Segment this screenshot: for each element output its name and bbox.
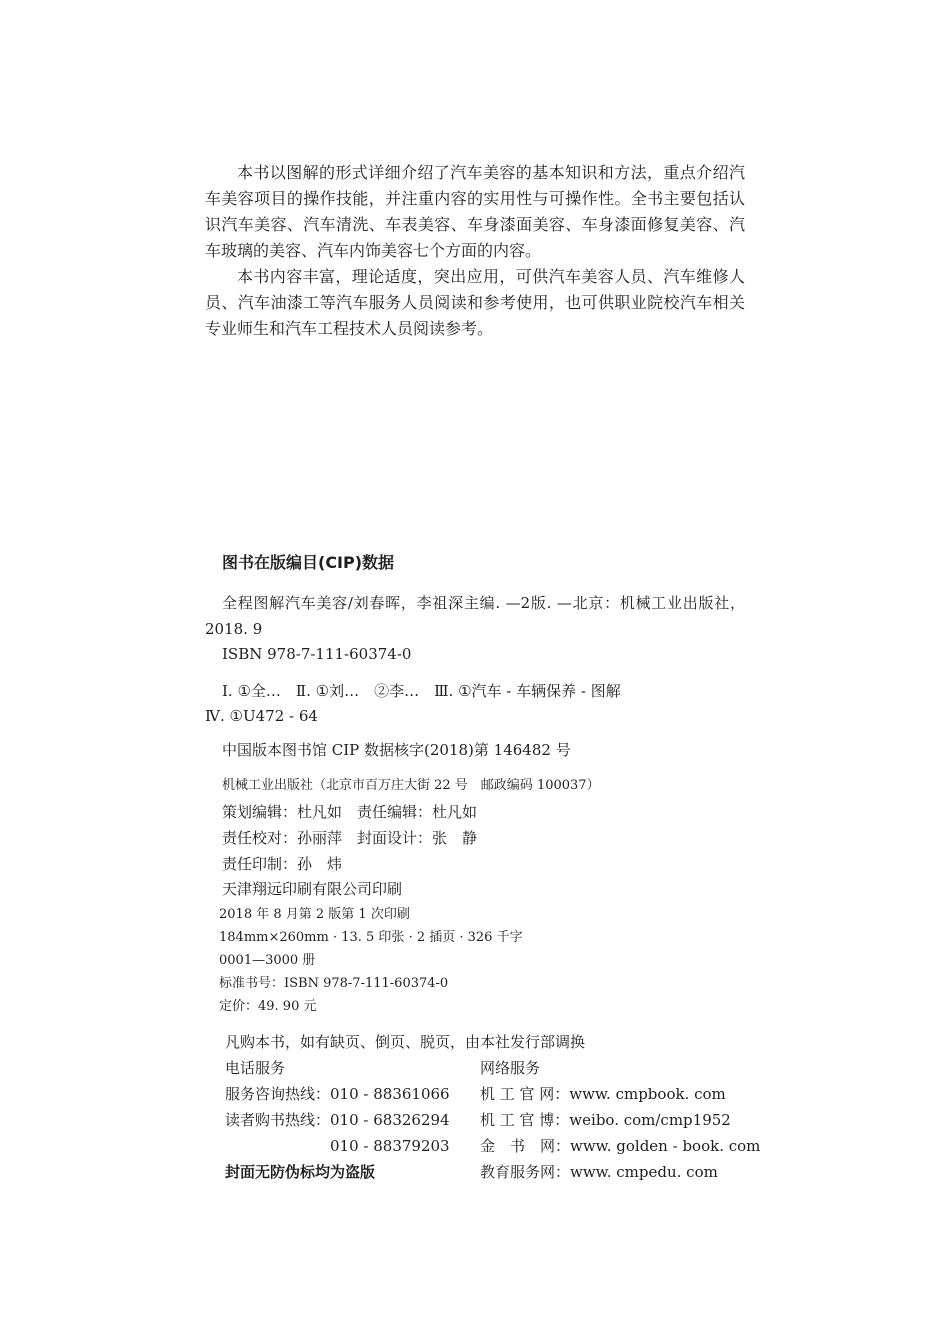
intro-paragraph: 本书内容丰富，理论适度，突出应用，可供汽车美容人员、汽车维修人员、汽车油漆工等汽车服务人员阅读和参考使用，也可供职业院校汽车相关专业师生和汽车工程技术人员阅读参考。 [205,267,745,338]
cip-title: 图书在版编目(CIP)数据 [222,553,395,572]
web-line: 教育服务网：www. cmpedu. com [480,1163,718,1181]
phone-line: 010 - 88379203 [225,1137,450,1155]
planning-editor: 策划编辑：杜凡如 责任编辑：杜凡如 [222,803,478,821]
cip-subjects-line2: Ⅳ. ①U472 - 64 [205,707,318,725]
publisher-address: 机械工业出版社（北京市百万庄大街 22 号 邮政编码 100037） [222,778,600,793]
cip-entry: 全程图解汽车美容/刘春晖，李祖深主编. —2版. —北京：机械工业出版社，2018. 9 [205,594,745,638]
cip-core-number: 中国版本图书馆 CIP 数据核字(2018)第 146482 号 [222,741,571,759]
print-run: 0001—3000 册 [219,953,316,968]
price: 定价：49. 90 元 [219,999,317,1014]
web-line: 机 工 官 网：www. cmpbook. com [480,1085,726,1103]
book-introduction [205,160,745,342]
web-line: 机 工 官 博：weibo. com/cmp1952 [480,1111,731,1129]
phone-service-header: 电话服务 [225,1059,286,1077]
edition-info: 2018 年 8 月第 2 版第 1 次印刷 [219,907,410,922]
phone-line: 服务咨询热线：010 - 88361066 [225,1085,450,1103]
standard-number: 标准书号：ISBN 978-7-111-60374-0 [219,976,449,991]
printer: 天津翔远印刷有限公司印刷 [222,880,403,898]
cip-isbn: ISBN 978-7-111-60374-0 [222,645,412,663]
web-service-column [480,1055,760,1185]
cip-subjects-line1: Ⅰ. ①全… Ⅱ. ①刘… ②李… Ⅲ. ①汽车 - 车辆保养 - 图解 [222,682,621,700]
format-info: 184mm×260mm · 13. 5 印张 · 2 插页 · 326 千字 [219,930,523,945]
replacement-notice: 凡购本书，如有缺页、倒页、脱页，由本社发行部调换 [225,1033,586,1051]
web-line: 金 书 网：www. golden - book. com [480,1137,761,1155]
web-service-header: 网络服务 [480,1059,541,1077]
intro-paragraph: 本书以图解的形式详细介绍了汽车美容的基本知识和方法，重点介绍汽车美容项目的操作技能，并注重内容的实用性与可操作性。全书主要包括认识汽车美容、汽车清洗、车表美容、车身漆面美容、车身漆面修复美容、汽车玻璃的美容、汽车内饰美容七个方面的内容。 [205,163,745,260]
anti-counterfeit-notice: 封面无防伪标均为盗版 [225,1163,376,1181]
phone-service-column [225,1055,450,1185]
proofreader: 责任校对：孙丽萍 封面设计：张 静 [222,829,478,847]
phone-line: 读者购书热线：010 - 68326294 [225,1111,450,1129]
printing-supervisor: 责任印制：孙 炜 [222,855,343,873]
